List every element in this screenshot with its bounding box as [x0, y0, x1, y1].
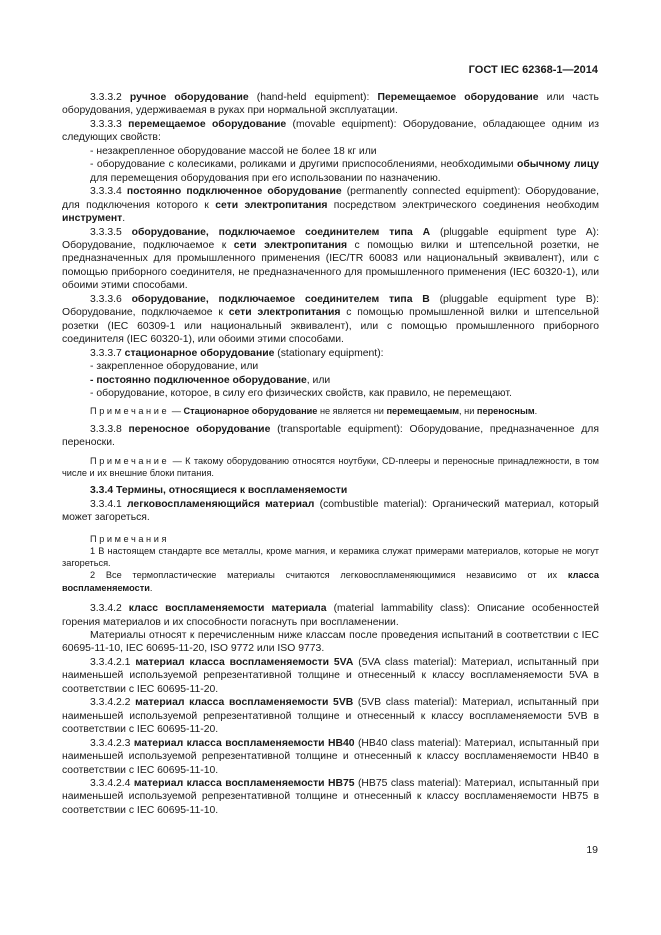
note: Примечание — К такому оборудованию относятся ноутбуки, CD-плееры и переносные принадлежности, в том числе и их внешние блоки питания.: [62, 455, 599, 478]
notes-label: Примечания: [90, 533, 170, 544]
definition-3-3-3-6: 3.3.3.6 оборудование, подключаемое соединителем типа В (pluggable equipment type B): Оборудование, подключаемое к сети электропитания с помощью промышленной вилки и штепсельной розетки (IEC 60309-1 или национальный эквивалент), или с помощью промышленного приборного соединителя (IEC 60320-1), или обоими этими способами.: [62, 293, 600, 346]
list-item: - незакрепленное оборудование массой не более 18 кг или: [90, 145, 377, 157]
definition-3-3-4-2-2: 3.3.4.2.2 материал класса воспламеняемости 5VB (5VB class material): Материал, испытанный при наименьшей используемой репрезентативной толщине и отнесенный к классу воспламеняемости 5VB в соответствии с IEC 60695-11-20.: [62, 697, 599, 736]
term: оборудование, подключаемое соединителем типа В: [131, 293, 430, 305]
list-item: - оборудование, которое, в силу его физических свойств, как правило, не перемещают.: [90, 387, 512, 399]
term: материал класса воспламеняемости HB75: [133, 777, 355, 789]
note: 1 В настоящем стандарте все металлы, кроме магния, и керамика служат примерами материалов, которые не могут загореться.: [62, 545, 599, 569]
term: постоянно подключенное оборудование: [126, 186, 342, 198]
definition-3-3-3-2: 3.3.3.2 ручное оборудование (hand-held equipment): Перемещаемое оборудование или часть оборудования, удерживаемая в руках при нормальной эксплуатации.: [62, 92, 599, 117]
note-label: Примечание: [90, 455, 170, 466]
definition-3-3-4-2: 3.3.4.2 класс воспламеняемости материала (material lammability class): Описание особенностей горения материалов и их способности погаснуть при воспламенении.: [62, 603, 599, 628]
document-header: ГОСТ IEC 62368-1—2014: [468, 64, 598, 76]
definition-3-3-4-2-3: 3.3.4.2.3 материал класса воспламеняемости HB40 (HB40 class material): Материал, испытанный при наименьшей используемой репрезентативной толщине и отнесенный к классу воспламеняемости HB40 в соответствии с IEC 60695-11-10.: [62, 737, 599, 776]
list-item: - оборудование с колесиками, роликами и другими приспособлениями, необходимыми обычному лицу для перемещения оборудования при его использовании по назначению.: [90, 159, 599, 184]
note-label: Примечание: [90, 406, 170, 417]
term: переносное оборудование: [128, 423, 271, 435]
term: материал класса воспламеняемости 5VA: [135, 656, 354, 668]
list-item: - закрепленное оборудование, или: [90, 361, 259, 373]
term: материал класса воспламеняемости 5VB: [135, 697, 354, 709]
term: оборудование, подключаемое соединителем типа А: [131, 226, 431, 238]
term: перемещаемое оборудование: [128, 118, 287, 130]
definition-3-3-4-2-4: 3.3.4.2.4 материал класса воспламеняемости HB75 (HB75 class material): Материал, испытанный при наименьшей используемой репрезентативной толщине и отнесенный к классу воспламеняемости HB75 в соответствии с IEC 60695-11-10.: [62, 777, 599, 816]
paragraph: Материалы относят к перечисленным ниже классам после проведения испытаний в соответствии с IEC 60695-11-10, IEC 60695-11-20, ISO 9772 или ISO 9773.: [62, 629, 599, 655]
term: легковоспламеняющийся материал: [126, 498, 315, 510]
term: материал класса воспламеняемости HB40: [133, 737, 355, 749]
definition-3-3-3-4: 3.3.3.4 постоянно подключенное оборудование (permanently connected equipment): Оборудование, для подключения которого к сети электропитания посредством электрического соединения необходим инструмент.: [62, 186, 599, 225]
list-item: - постоянно подключенное оборудование, или: [90, 374, 331, 386]
definition-3-3-3-5: 3.3.3.5 оборудование, подключаемое соединителем типа А (pluggable equipment type A): Оборудование, подключаемое к сети электропитания с помощью вилки и штепсельной розетки, не предназначенных для промышленного применения (IEC/TR 60083 или национальный эквивалент), или с помощью приборного соединителя, не предназначенного для промышленного применения (IEC 60320-1), или обоими этими способами.: [62, 226, 600, 292]
definition-3-3-3-3: 3.3.3.3 перемещаемое оборудование (movable equipment): Оборудование, обладающее одним из следующих свойств:: [62, 118, 599, 144]
definition-3-3-4-2-1: 3.3.4.2.1 материал класса воспламеняемости 5VA (5VA class material): Материал, испытанный при наименьшей используемой репрезентативной толщине и отнесенный к классу воспламеняемости 5VA в соответствии с IEC 60695-11-20.: [62, 656, 599, 695]
term: стационарное оборудование: [124, 347, 275, 359]
term: класс воспламеняемости материала: [128, 603, 327, 615]
definition-3-3-3-7: 3.3.3.7 стационарное оборудование (stationary equipment):: [90, 347, 384, 359]
term: ручное оборудование: [129, 92, 249, 103]
definition-3-3-3-8: 3.3.3.8 переносное оборудование (transportable equipment): Оборудование, предназначенное для переноски.: [62, 423, 599, 449]
definition-3-3-4-1: 3.3.4.1 легковоспламеняющийся материал (combustible material): Органический материал, который может загореться.: [62, 498, 599, 524]
section-heading: 3.3.4 Термины, относящиеся к воспламеняемости: [90, 485, 348, 497]
page-body: [62, 91, 599, 817]
note: 2 Все термопластические материалы считаются легковоспламеняющимися независимо от их класса воспламеняемости.: [62, 570, 599, 593]
page-number: 19: [586, 844, 598, 856]
note: Примечание — Стационарное оборудование не является ни перемещаемым, ни переносным.: [90, 406, 538, 417]
